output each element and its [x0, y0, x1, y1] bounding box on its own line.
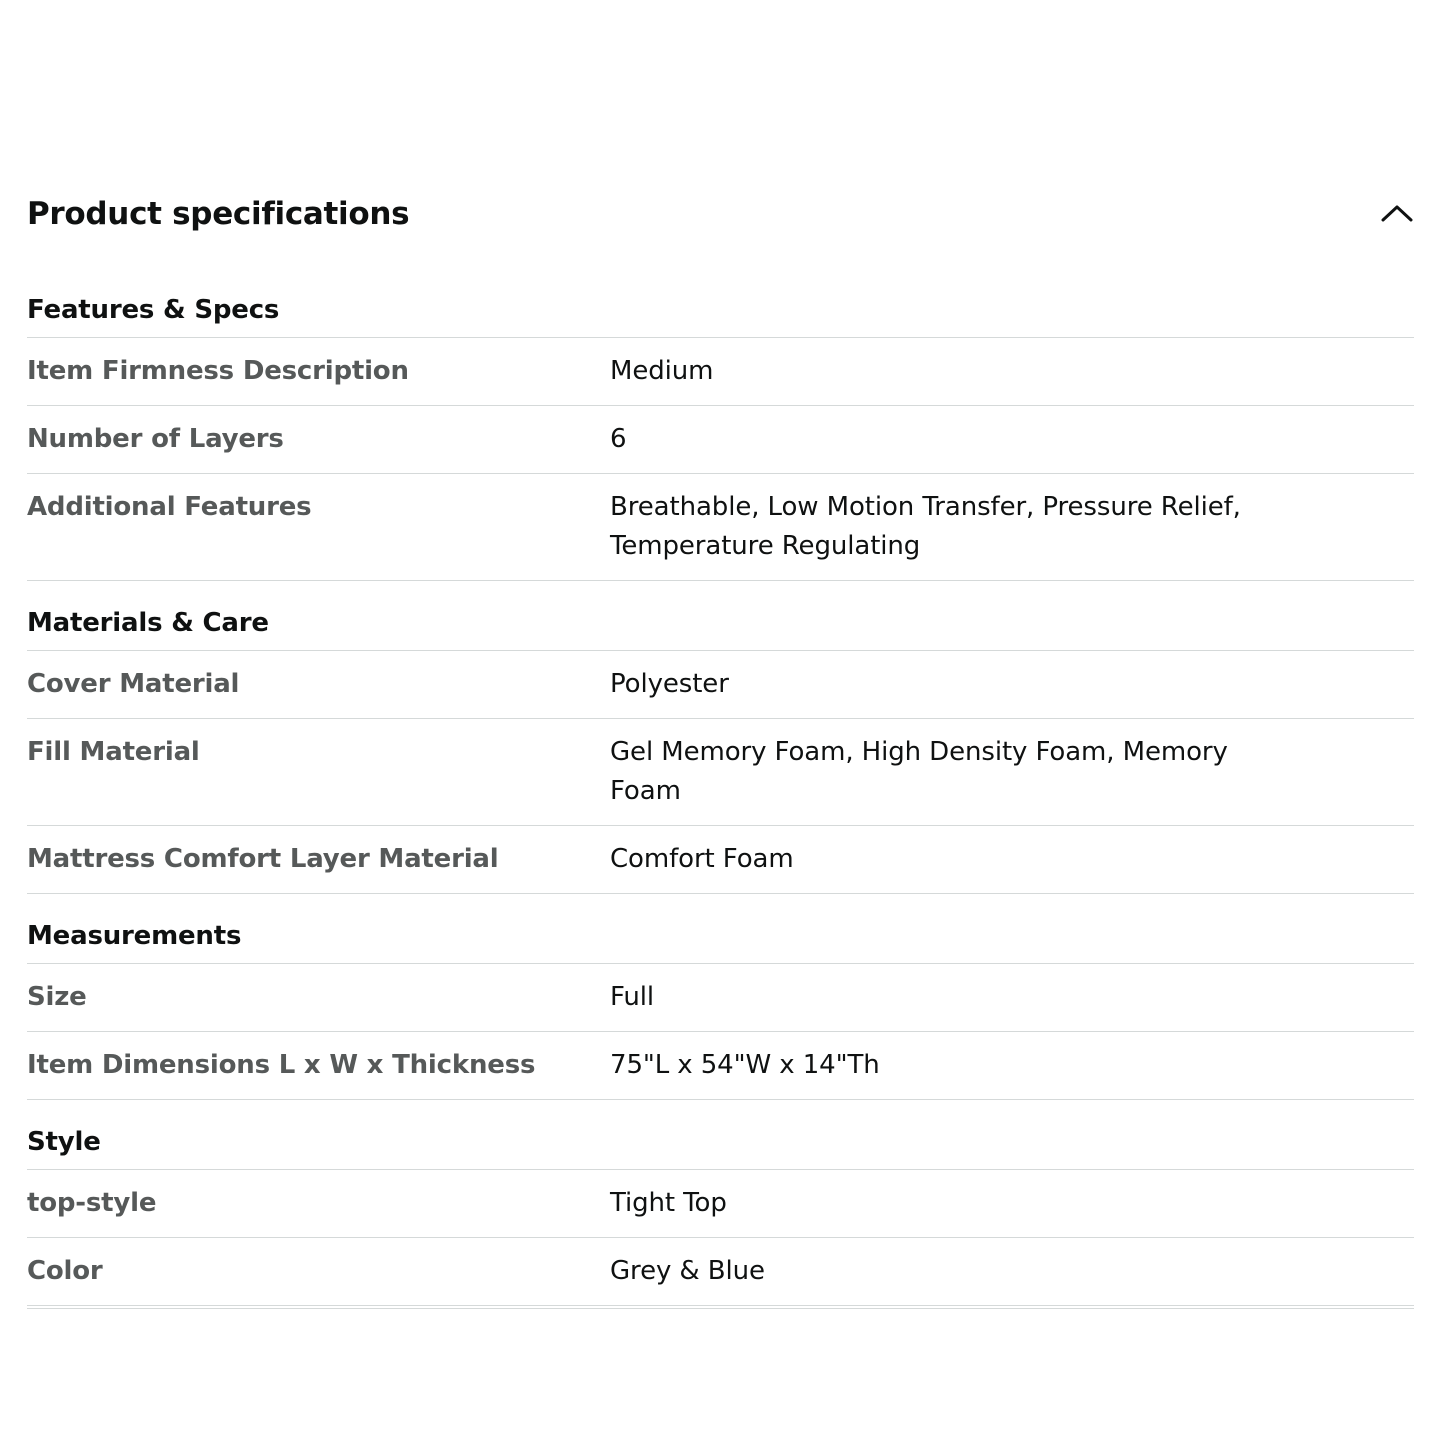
spec-label: top-style: [27, 1188, 157, 1218]
spec-row: [27, 651, 1414, 719]
divider: [27, 1306, 1414, 1309]
section-title: Features & Specs: [27, 250, 1414, 338]
chevron-up-icon: [1380, 198, 1414, 228]
section-style: [27, 1100, 1414, 1306]
spec-row: [27, 338, 1414, 406]
page-title: Product specifications: [27, 196, 410, 232]
spec-value: Breathable, Low Motion Transfer, Pressure Relief, Temperature Regulating: [610, 492, 1241, 561]
spec-value: Full: [610, 982, 655, 1012]
spec-label: Number of Layers: [27, 424, 284, 454]
collapse-button[interactable]: [1380, 198, 1414, 228]
section-title: Style: [27, 1100, 1414, 1170]
product-specifications-panel: [27, 188, 1414, 1309]
spec-row: [27, 964, 1414, 1032]
spec-value: 6: [610, 424, 627, 454]
spec-row: [27, 1032, 1414, 1100]
spec-label: Size: [27, 982, 87, 1012]
spec-row: [27, 474, 1414, 581]
spec-row: [27, 406, 1414, 474]
spec-value: Tight Top: [610, 1188, 727, 1218]
spec-value: 75"L x 54"W x 14"Th: [610, 1050, 880, 1080]
specifications-header[interactable]: [27, 188, 1414, 250]
spec-label: Cover Material: [27, 669, 240, 699]
spec-label: Item Firmness Description: [27, 356, 409, 386]
section-title: Measurements: [27, 894, 1414, 964]
spec-row: [27, 826, 1414, 894]
spec-value: Polyester: [610, 669, 729, 699]
spec-value: Comfort Foam: [610, 844, 794, 874]
spec-row: [27, 1238, 1414, 1306]
spec-label: Additional Features: [27, 492, 312, 522]
section-materials-care: [27, 581, 1414, 894]
section-features-specs: [27, 250, 1414, 581]
spec-value: Medium: [610, 356, 714, 386]
spec-value: Gel Memory Foam, High Density Foam, Memory Foam: [610, 737, 1228, 806]
spec-label: Fill Material: [27, 737, 200, 767]
spec-row: [27, 719, 1414, 826]
spec-label: Mattress Comfort Layer Material: [27, 844, 499, 874]
spec-value: Grey & Blue: [610, 1256, 765, 1286]
spec-row: [27, 1170, 1414, 1238]
spec-label: Item Dimensions L x W x Thickness: [27, 1050, 536, 1080]
spec-label: Color: [27, 1256, 103, 1286]
section-measurements: [27, 894, 1414, 1100]
section-title: Materials & Care: [27, 581, 1414, 651]
